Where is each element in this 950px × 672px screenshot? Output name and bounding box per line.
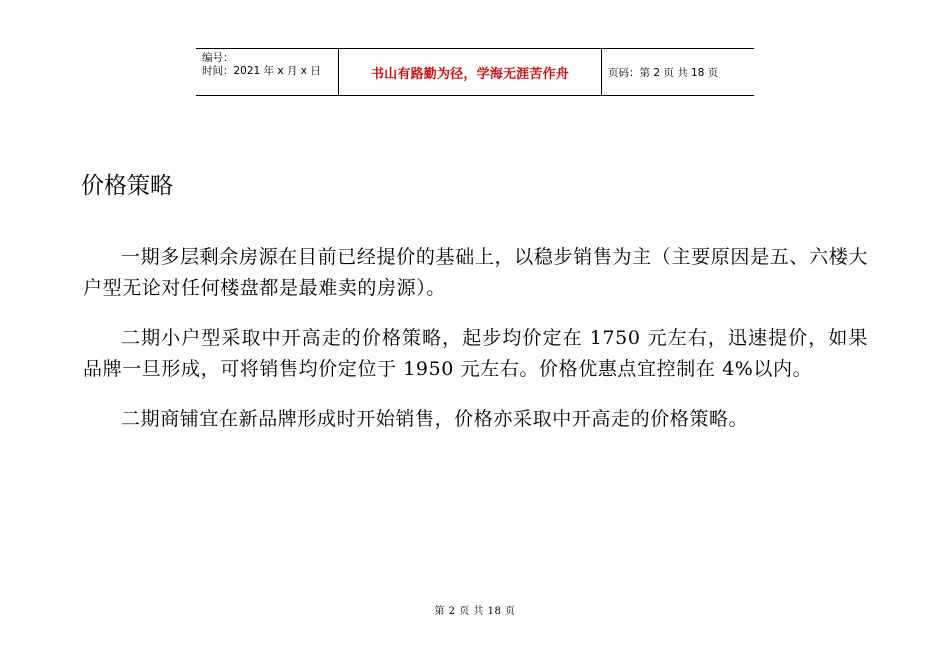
header-motto-cell	[338, 49, 602, 95]
document-date: 时间：2021 年 x 月 x 日	[202, 65, 321, 77]
header-motto: 书山有路勤为径，学海无涯苦作舟	[370, 66, 569, 82]
paragraph-phase-two-shops: 二期商铺宜在新品牌形成时开始销售，价格亦采取中开高走的价格策略。	[121, 408, 749, 430]
header-page-code: 页码：第 2 页 共 18 页	[608, 66, 719, 79]
footer-page-number: 第 2 页 共 18 页	[434, 606, 516, 617]
document-body	[83, 242, 868, 454]
document-number-label: 编号：	[202, 52, 234, 64]
header-table	[196, 48, 754, 96]
paragraph-phase-two-small-units: 二期小户型采取中开高走的价格策略，起步均价定在 1750 元左右，迅速提价，如果品牌一旦形成，可将销售均价定位于 1950 元左右。价格优惠点宜控制在 4%以内。	[83, 327, 868, 380]
paragraph-phase-one: 一期多层剩余房源在目前已经提价的基础上，以稳步销售为主（主要原因是五、六楼大户型无论对任何楼盘都是最难卖的房源）。	[83, 246, 868, 299]
header-meta	[196, 49, 338, 95]
page-title: 价格策略	[81, 173, 173, 199]
